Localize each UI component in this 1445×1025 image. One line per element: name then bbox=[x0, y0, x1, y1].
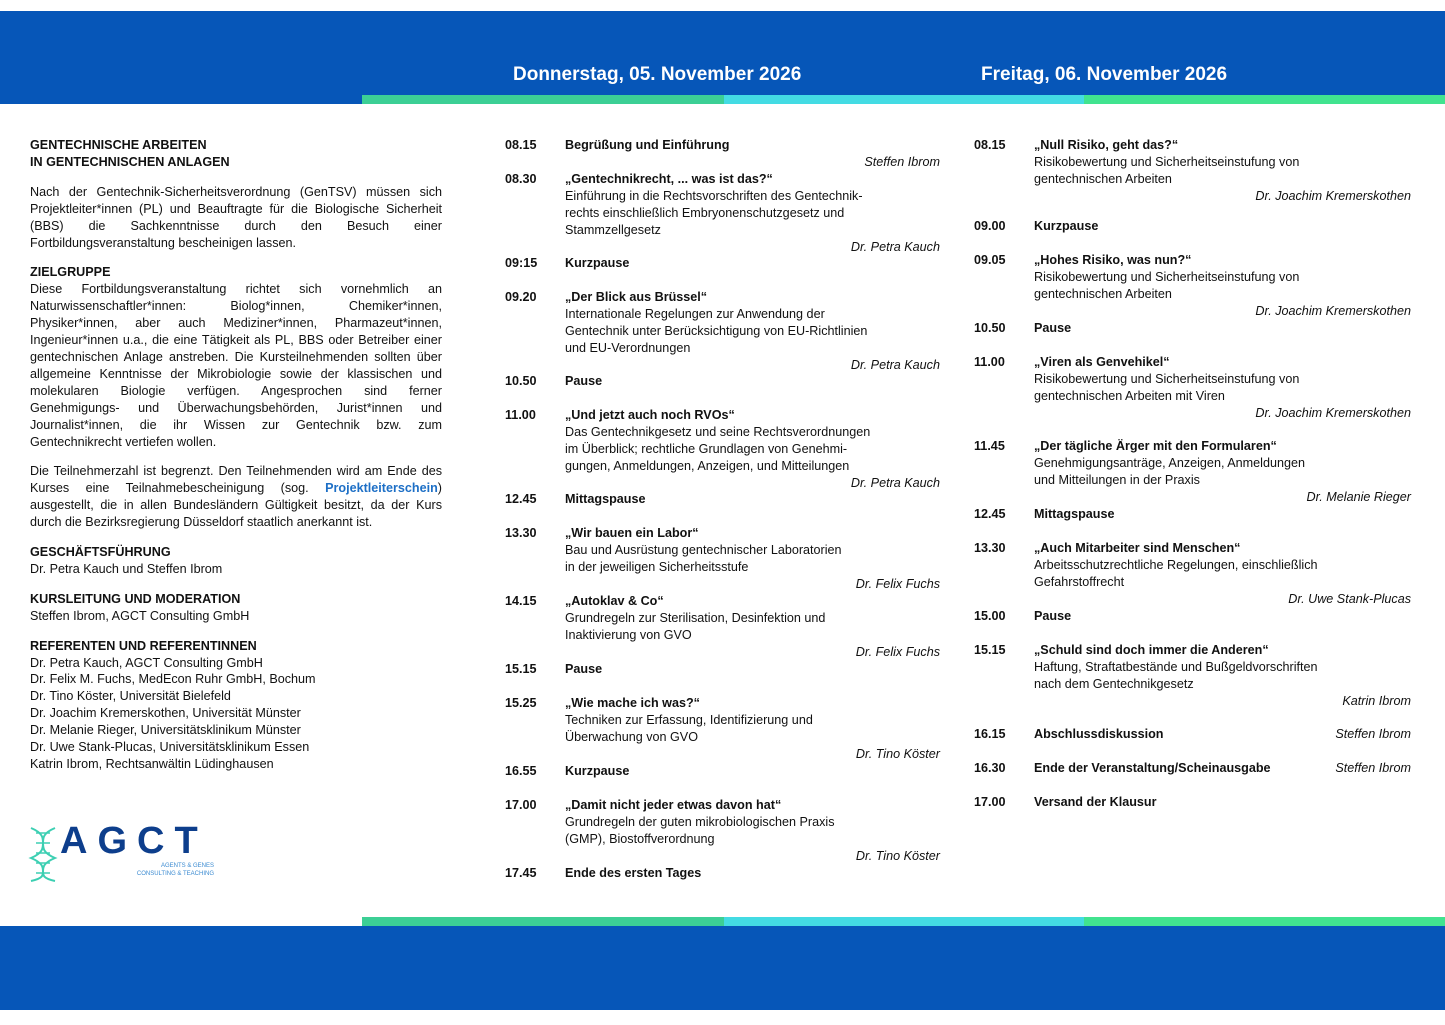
entry-body bbox=[565, 491, 940, 508]
schedule-entry bbox=[974, 760, 1411, 777]
schedule-entry bbox=[974, 642, 1411, 710]
section-heading-kursleitung: KURSLEITUNG UND MODERATION bbox=[30, 591, 241, 606]
schedule-entry bbox=[974, 726, 1411, 743]
entry-body bbox=[565, 695, 940, 763]
entry-title: „Wir bauen ein Labor“ bbox=[565, 526, 699, 540]
entry-description: Inaktivierung von GVO bbox=[565, 627, 692, 642]
schedule-entry bbox=[974, 320, 1411, 337]
entry-speaker: Katrin Ibrom bbox=[1342, 693, 1411, 708]
entry-description: gentechnischen Arbeiten bbox=[1034, 286, 1172, 301]
entry-title: Pause bbox=[565, 662, 603, 676]
entry-body bbox=[565, 525, 940, 593]
entry-time: 17.00 bbox=[505, 798, 537, 812]
entry-body bbox=[565, 137, 940, 171]
entry-body bbox=[1034, 540, 1411, 608]
schedule-entry bbox=[505, 525, 940, 593]
entry-body bbox=[1034, 642, 1411, 710]
entry-time: 15.25 bbox=[505, 696, 537, 710]
entry-description: gungen, Anmeldungen, Anzeigen, und Mitteilungen bbox=[565, 458, 850, 473]
entry-time: 14.15 bbox=[505, 594, 537, 608]
section-heading-referenten: REFERENTEN UND REFERENTINNEN bbox=[30, 638, 257, 653]
entry-body bbox=[1034, 354, 1411, 422]
day1-title: Donnerstag, 05. November 2026 bbox=[513, 64, 802, 85]
entry-title: Mittagspause bbox=[565, 492, 646, 506]
day2-title: Freitag, 06. November 2026 bbox=[981, 64, 1228, 85]
entry-body bbox=[1034, 438, 1411, 506]
entry-description: Gentechnik unter Berücksichtigung von EU-Richtlinien bbox=[565, 323, 868, 338]
accent-stripe bbox=[362, 95, 724, 104]
entry-title: Mittagspause bbox=[1034, 507, 1115, 521]
entry-title: Pause bbox=[1034, 609, 1072, 623]
entry-time: 15.15 bbox=[505, 662, 537, 676]
entry-description: Techniken zur Erfassung, Identifizierung und bbox=[565, 712, 813, 727]
entry-time: 09.20 bbox=[505, 290, 537, 304]
entry-time: 11.00 bbox=[505, 408, 536, 422]
entry-description: Risikobewertung und Sicherheitseinstufung von bbox=[1034, 269, 1300, 284]
entry-title: „Autoklav & Co“ bbox=[565, 594, 664, 608]
entry-time: 16.15 bbox=[974, 727, 1006, 741]
entry-description: Genehmigungsanträge, Anzeigen, Anmeldungen bbox=[1034, 455, 1305, 470]
schedule-entry bbox=[974, 218, 1411, 235]
schedule-entry bbox=[505, 407, 940, 492]
entry-title: Pause bbox=[565, 374, 603, 388]
schedule-entry bbox=[505, 593, 940, 661]
entry-body bbox=[1034, 506, 1411, 523]
schedule-entry bbox=[505, 763, 940, 780]
referent-item: Dr. Melanie Rieger, Universitätsklinikum Münster bbox=[30, 723, 301, 738]
geschaeftsfuehrung-text: Dr. Petra Kauch und Steffen Ibrom bbox=[30, 561, 223, 576]
entry-time: 13.30 bbox=[505, 526, 537, 540]
entry-body bbox=[1034, 320, 1411, 337]
entry-time: 16.30 bbox=[974, 761, 1006, 775]
entry-title: Ende der Veranstaltung/Scheinausgabe bbox=[1034, 761, 1271, 775]
entry-time: 08.15 bbox=[974, 138, 1006, 152]
entry-title: „Auch Mitarbeiter sind Menschen“ bbox=[1034, 541, 1241, 555]
schedule-entry bbox=[505, 797, 940, 865]
entry-time: 13.30 bbox=[974, 541, 1006, 555]
entry-title: „Null Risiko, geht das?“ bbox=[1034, 138, 1179, 152]
schedule-entry bbox=[505, 289, 940, 374]
schedule-entry bbox=[505, 695, 940, 763]
entry-time: 09:15 bbox=[505, 256, 538, 270]
entry-title: „Hohes Risiko, was nun?“ bbox=[1034, 253, 1192, 267]
entry-time: 15.00 bbox=[974, 609, 1006, 623]
section-heading-geschaeftsfuehrung: GESCHÄFTSFÜHRUNG bbox=[30, 545, 171, 560]
section-heading: IN GENTECHNISCHEN ANLAGEN bbox=[30, 154, 230, 169]
info-column bbox=[30, 137, 442, 773]
entry-title: Abschlussdiskussion bbox=[1034, 727, 1164, 741]
entry-time: 09.05 bbox=[974, 253, 1006, 267]
entry-body bbox=[565, 593, 940, 661]
entry-title: „Wie mache ich was?“ bbox=[565, 696, 700, 710]
entry-description: gentechnischen Arbeiten mit Viren bbox=[1034, 388, 1225, 403]
entry-speaker: Dr. Felix Fuchs bbox=[855, 644, 940, 659]
entry-description: (GMP), Biostoffverordnung bbox=[565, 831, 715, 846]
entry-title: Kurzpause bbox=[565, 764, 630, 778]
schedule-entry bbox=[974, 354, 1411, 422]
entry-body bbox=[565, 865, 940, 882]
entry-time: 15.15 bbox=[974, 643, 1006, 657]
entry-body bbox=[565, 373, 940, 390]
logo-wordmark: AGCT bbox=[60, 820, 208, 862]
entry-speaker: Dr. Joachim Kremerskothen bbox=[1255, 303, 1411, 318]
entry-body bbox=[565, 289, 940, 374]
entry-body bbox=[1034, 726, 1411, 743]
entry-title: Ende des ersten Tages bbox=[565, 866, 702, 880]
schedule-entry bbox=[505, 373, 940, 390]
entry-speaker: Dr. Joachim Kremerskothen bbox=[1255, 405, 1411, 420]
entry-time: 12.45 bbox=[974, 507, 1006, 521]
accent-stripe bbox=[362, 917, 724, 926]
teilnahme-text bbox=[30, 463, 442, 531]
accent-stripe bbox=[1084, 95, 1445, 104]
logo-subtitle: AGENTS & GENES bbox=[160, 863, 214, 869]
referent-item: Dr. Tino Köster, Universität Bielefeld bbox=[30, 689, 231, 704]
entry-speaker: Dr. Tino Köster bbox=[855, 746, 940, 761]
schedule-entry bbox=[505, 865, 940, 882]
entry-speaker: Dr. Tino Köster bbox=[855, 848, 940, 863]
entry-time: 11.00 bbox=[974, 355, 1005, 369]
footer-band bbox=[0, 926, 1445, 1010]
entry-description: und EU-Verordnungen bbox=[565, 340, 691, 355]
schedule-entry bbox=[974, 137, 1411, 205]
schedule-entry bbox=[974, 794, 1411, 811]
zielgruppe-text: Diese Fortbildungsveranstaltung richtet sich vornehmlich an Naturwissenschaftler*innen: Biolog*innen, Chemiker*innen, Physiker*innen, aber auch Mediziner*innen, Pharmazeut*innen, Ingenieur*innen u.a., die eine Tätigkeit als PL, BBS oder Betreiber einer gentechnischen Anlage anstreben. Die Kursteilnehmenden sollten über allgemeine Kenntnisse der Mikrobiologie sowie der klassischen und molekularen Biologie verfügen. Angesprochen sind ferner Genehmigungs- und Überwachungsbehörden, Jurist*innen und Journalist*innen, die ihr Wissen zur Gentechnik bzw. zum Gentechnikrecht vertiefen wollen. bbox=[30, 282, 442, 449]
entry-description: Das Gentechnikgesetz und seine Rechtsverordnungen bbox=[565, 424, 871, 439]
entry-title: „Schuld sind doch immer die Anderen“ bbox=[1034, 643, 1269, 657]
entry-title: „Der Blick aus Brüssel“ bbox=[565, 290, 708, 304]
referent-item: Dr. Felix M. Fuchs, MedEcon Ruhr GmbH, Bochum bbox=[30, 672, 316, 687]
agct-logo bbox=[28, 820, 228, 886]
schedule-entry bbox=[974, 540, 1411, 608]
section-heading: GENTECHNISCHE ARBEITEN bbox=[30, 138, 207, 152]
schedule-entry bbox=[974, 506, 1411, 523]
entry-speaker: Dr. Petra Kauch bbox=[850, 239, 940, 254]
schedule-entry bbox=[505, 137, 940, 171]
entry-body bbox=[1034, 137, 1411, 205]
entry-description: Risikobewertung und Sicherheitseinstufung von bbox=[1034, 371, 1300, 386]
entry-title: „Der tägliche Ärger mit den Formularen“ bbox=[1034, 439, 1277, 453]
entry-body bbox=[565, 255, 940, 272]
entry-title: Pause bbox=[1034, 321, 1072, 335]
schedule-entry bbox=[505, 255, 940, 272]
accent-stripe bbox=[724, 917, 1084, 926]
entry-description: im Überblick; rechtliche Grundlagen von Genehmi- bbox=[565, 441, 848, 456]
intro-text: Nach der Gentechnik-Sicherheitsverordnung (GenTSV) müssen sich Projektleiter*innen (PL) und Beauftragte für die Biologische Sicherheit (BBS) die Sachkenntnisse durch den Besuch einer Fortbildungsveranstaltung bescheinigen lassen. bbox=[30, 184, 442, 250]
entry-speaker: Dr. Felix Fuchs bbox=[855, 576, 940, 591]
entry-time: 10.50 bbox=[505, 374, 537, 388]
schedule-entry bbox=[505, 491, 940, 508]
entry-body bbox=[565, 407, 940, 492]
entry-time: 12.45 bbox=[505, 492, 537, 506]
entry-time: 11.45 bbox=[974, 439, 1005, 453]
schedule-entry bbox=[974, 252, 1411, 320]
entry-speaker: Steffen Ibrom bbox=[864, 154, 940, 169]
entry-body bbox=[1034, 760, 1411, 777]
referent-item: Katrin Ibrom, Rechtsanwältin Lüdinghausen bbox=[30, 757, 274, 771]
entry-body bbox=[565, 661, 940, 678]
entry-time: 10.50 bbox=[974, 321, 1006, 335]
entry-description: Grundregeln zur Sterilisation, Desinfektion und bbox=[565, 610, 826, 625]
entry-speaker: Dr. Uwe Stank-Plucas bbox=[1288, 591, 1411, 606]
entry-description: Bau und Ausrüstung gentechnischer Laboratorien bbox=[565, 542, 842, 557]
entry-time: 16.55 bbox=[505, 764, 537, 778]
entry-time: 08.30 bbox=[505, 172, 537, 186]
entry-title: Begrüßung und Einführung bbox=[565, 138, 730, 152]
accent-stripe bbox=[724, 95, 1084, 104]
entry-title: „Viren als Genvehikel“ bbox=[1034, 355, 1170, 369]
entry-body bbox=[1034, 794, 1411, 811]
entry-speaker: Dr. Petra Kauch bbox=[850, 357, 940, 372]
schedule-entry bbox=[505, 171, 940, 256]
entry-body bbox=[565, 797, 940, 865]
entry-description: rechts einschließlich Embryonenschutzgesetz und bbox=[565, 205, 845, 220]
entry-description: gentechnischen Arbeiten bbox=[1034, 171, 1172, 186]
teilnahme-text-a: Die Teilnehmerzahl ist begrenzt. Den Teilnehmenden wird am Ende des Kurses eine Teilnahmebescheinigung (sog. bbox=[30, 464, 442, 496]
entry-description: Arbeitsschutzrechtliche Regelungen, einschließlich bbox=[1034, 557, 1318, 572]
entry-time: 09.00 bbox=[974, 219, 1006, 233]
schedule-entry bbox=[974, 608, 1411, 625]
section-heading-zielgruppe: ZIELGRUPPE bbox=[30, 265, 111, 280]
entry-title: Kurzpause bbox=[565, 256, 630, 270]
entry-speaker: Steffen Ibrom bbox=[1335, 727, 1411, 741]
referent-item: Dr. Uwe Stank-Plucas, Universitätsklinikum Essen bbox=[30, 740, 310, 755]
entry-title: „Und jetzt auch noch RVOs“ bbox=[565, 408, 735, 422]
entry-description: Internationale Regelungen zur Anwendung der bbox=[565, 306, 825, 321]
logo-subtitle: CONSULTING & TEACHING bbox=[136, 871, 214, 877]
entry-description: Stammzellgesetz bbox=[565, 222, 661, 237]
teilnahme-text-b: ) ausgestellt, die in allen Bundesländern Gültigkeit besitzt, da der Kurs durch die Bezirksregierung Düsseldorf staatlich anerkannt ist. bbox=[30, 481, 442, 530]
entry-speaker: Steffen Ibrom bbox=[1335, 761, 1411, 775]
entry-description: Einführung in die Rechtsvorschriften des Gentechnik- bbox=[565, 188, 863, 203]
referenten-list bbox=[30, 655, 442, 773]
kursleitung-text: Steffen Ibrom, AGCT Consulting GmbH bbox=[30, 608, 250, 623]
entry-description: Überwachung von GVO bbox=[565, 729, 699, 744]
entry-speaker: Dr. Petra Kauch bbox=[850, 475, 940, 490]
dna-helix-icon bbox=[28, 826, 58, 882]
entry-body bbox=[1034, 608, 1411, 625]
entry-body bbox=[565, 171, 940, 256]
referent-item: Dr. Petra Kauch, AGCT Consulting GmbH bbox=[30, 655, 263, 670]
entry-time: 17.45 bbox=[505, 866, 537, 880]
entry-title: Kurzpause bbox=[1034, 219, 1099, 233]
accent-stripe bbox=[1084, 917, 1445, 926]
entry-description: nach dem Gentechnikgesetz bbox=[1034, 676, 1194, 691]
entry-description: Risikobewertung und Sicherheitseinstufung von bbox=[1034, 154, 1300, 169]
entry-body bbox=[1034, 252, 1411, 320]
entry-speaker: Dr. Joachim Kremerskothen bbox=[1255, 188, 1411, 203]
entry-description: Grundregeln der guten mikrobiologischen Praxis bbox=[565, 814, 835, 829]
entry-title: „Damit nicht jeder etwas davon hat“ bbox=[565, 798, 782, 812]
entry-body bbox=[565, 763, 940, 780]
entry-body bbox=[1034, 218, 1411, 235]
entry-description: in der jeweiligen Sicherheitsstufe bbox=[565, 559, 749, 574]
entry-title: Versand der Klausur bbox=[1034, 795, 1157, 809]
entry-time: 08.15 bbox=[505, 138, 537, 152]
entry-title: „Gentechnikrecht, ... was ist das?“ bbox=[565, 172, 773, 186]
entry-time: 17.00 bbox=[974, 795, 1006, 809]
entry-description: Haftung, Straftatbestände und Bußgeldvorschriften bbox=[1034, 659, 1318, 674]
referent-item: Dr. Joachim Kremerskothen, Universität Münster bbox=[30, 706, 301, 721]
entry-description: Gefahrstoffrecht bbox=[1034, 574, 1125, 589]
entry-speaker: Dr. Melanie Rieger bbox=[1306, 489, 1411, 504]
entry-description: und Mitteilungen in der Praxis bbox=[1034, 472, 1200, 487]
header-band-extension bbox=[0, 95, 362, 104]
schedule-entry bbox=[974, 438, 1411, 506]
schedule-entry bbox=[505, 661, 940, 678]
projektleiterschein-link[interactable]: Projektleiterschein bbox=[325, 481, 438, 496]
